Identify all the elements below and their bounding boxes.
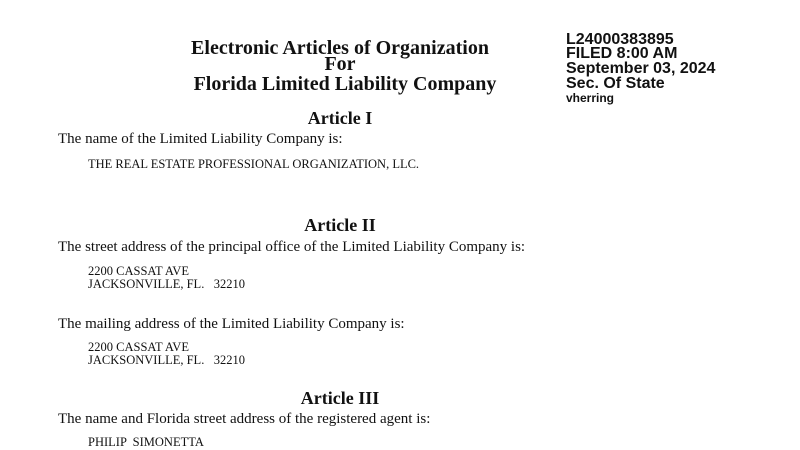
- document-title-connector: For: [324, 53, 356, 75]
- principal-office-text: The street address of the principal office of the Limited Liability Company is:: [58, 239, 526, 255]
- mailing-city: JACKSONVILLE, FL. 32210: [88, 353, 245, 367]
- document-number: L24000383895: [566, 31, 674, 48]
- mailing-street: 2200 CASSAT AVE: [88, 340, 189, 354]
- filed-date: September 03, 2024: [566, 60, 716, 77]
- filing-clerk: vherring: [566, 91, 615, 105]
- registered-agent-text: The name and Florida street address of the registered agent is:: [58, 411, 431, 427]
- document-title: Electronic Articles of Organization: [191, 37, 489, 59]
- article-3-heading: Article III: [300, 388, 380, 408]
- company-name: THE REAL ESTATE PROFESSIONAL ORGANIZATION, LLC.: [88, 157, 420, 171]
- article-1-text: The name of the Limited Liability Company is:: [58, 131, 343, 147]
- principal-street: 2200 CASSAT AVE: [88, 264, 189, 278]
- article-1-heading: Article I: [307, 108, 373, 128]
- document-subtitle: Florida Limited Liability Company: [193, 73, 497, 95]
- registered-agent-name: PHILIP SIMONETTA: [88, 435, 204, 449]
- mailing-address-text: The mailing address of the Limited Liability Company is:: [58, 316, 405, 332]
- article-2-heading: Article II: [304, 215, 376, 235]
- principal-city: JACKSONVILLE, FL. 32210: [88, 277, 245, 291]
- filed-time: FILED 8:00 AM: [566, 45, 678, 62]
- filing-office: Sec. Of State: [566, 75, 665, 92]
